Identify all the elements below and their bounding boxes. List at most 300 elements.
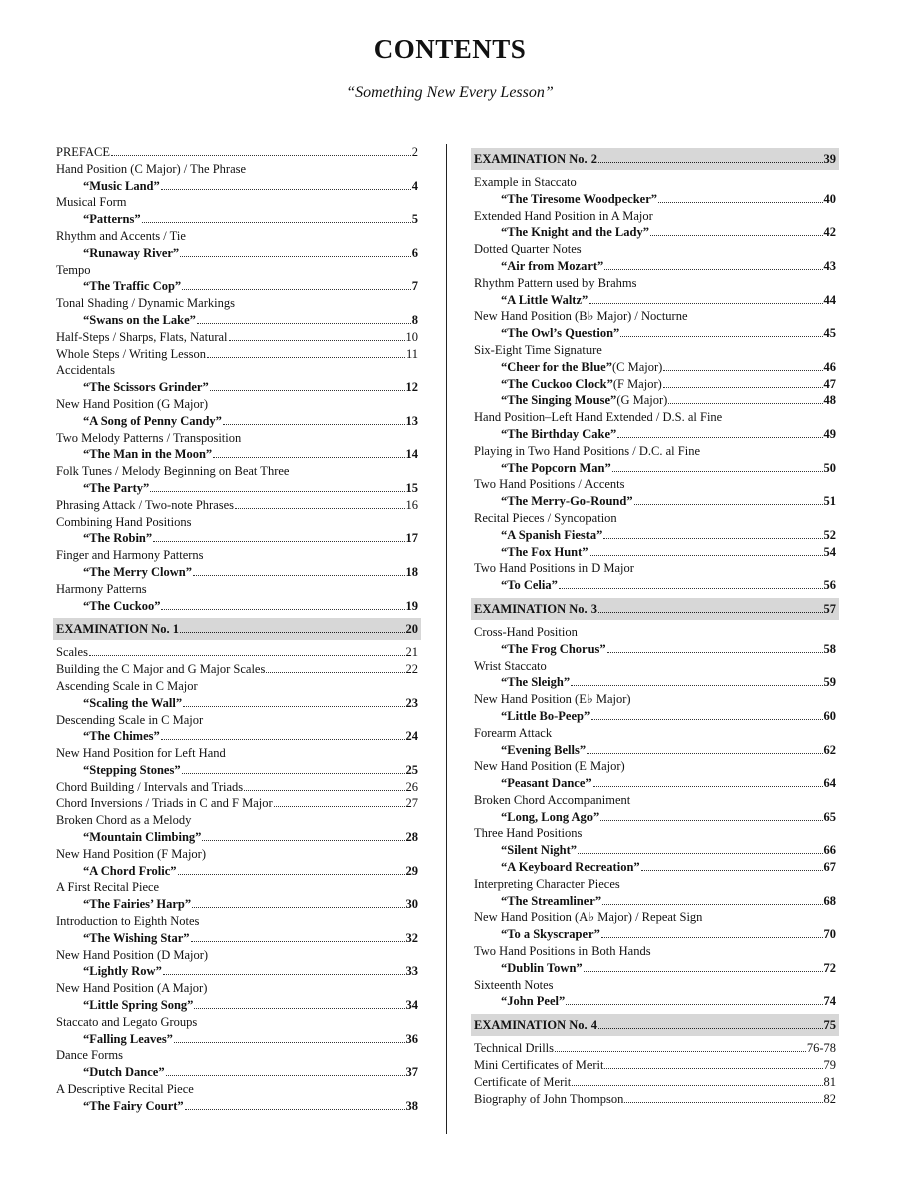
entry-title: Chord Inversions / Triads in C and F Major [56,796,273,811]
examination-heading[interactable] [53,618,421,640]
toc-entry-group [474,876,836,910]
dot-leader [663,370,822,371]
page-number: 64 [823,776,836,791]
piece-title-row[interactable] [56,1098,418,1115]
toc-line[interactable] [56,329,418,346]
lesson-heading: Forearm Attack [474,725,553,740]
page-number: 54 [823,544,836,559]
dot-leader [161,739,405,740]
entry-title: “The Scissors Grinder” [83,380,209,395]
toc-entry-group [56,947,418,981]
toc-entry-group [56,846,418,880]
dot-leader [197,323,411,324]
lesson-heading: Accidentals [56,363,116,378]
toc-line[interactable] [56,661,418,678]
toc-entry-group [474,174,836,208]
lesson-heading: Hand Position–Left Hand Extended / D.S. al Fine [474,410,723,425]
piece-title-row[interactable] [56,1031,418,1048]
dot-leader [178,874,405,875]
lesson-heading: Interpreting Character Pieces [474,876,620,891]
page-number: 40 [823,191,836,206]
toc-line[interactable] [474,1091,836,1108]
piece-title-row[interactable] [56,930,418,947]
toc-entry-group [474,658,836,692]
entry-title: “Little Spring Song” [83,998,194,1013]
piece-title-row[interactable] [474,224,836,241]
entry-title: “Mountain Climbing” [83,830,202,845]
dot-leader [235,508,404,509]
toc-entry-group [56,547,418,581]
piece-title-row[interactable] [474,674,836,691]
lesson-heading: Three Hand Positions [474,826,583,841]
dot-leader [183,706,404,707]
contents-column-left [56,144,418,1115]
toc-entry-group [56,1014,418,1048]
piece-title-row[interactable] [474,926,836,943]
toc-line[interactable] [56,144,418,161]
page-number: 52 [823,527,836,542]
toc-entry-group [474,308,836,342]
toc-line[interactable] [56,346,418,363]
lesson-heading: Broken Chord Accompaniment [474,792,631,807]
dot-leader [274,806,405,807]
piece-title-row[interactable] [474,859,836,876]
dot-leader [163,974,405,975]
piece-title-row[interactable] [56,178,418,195]
page-number: 18 [405,564,418,579]
dot-leader [650,235,823,236]
page-number: 79 [823,1058,836,1073]
dot-leader [223,424,405,425]
piece-title-row[interactable] [56,863,418,880]
page-number: 36 [405,1031,418,1046]
page-number: 68 [823,893,836,908]
page-title: CONTENTS [373,34,527,64]
lesson-heading: Musical Form [56,195,127,210]
dot-leader [571,685,822,686]
lesson-heading: Tempo [56,262,91,277]
page-number: 81 [823,1074,836,1089]
page-number: 65 [823,809,836,824]
lesson-heading: New Hand Position (A Major) [56,981,208,996]
toc-entry [56,329,418,346]
page-number: 70 [823,927,836,942]
lesson-heading: Rhythm Pattern used by Brahms [474,275,637,290]
toc-line[interactable] [474,1074,836,1091]
lesson-heading: Ascending Scale in C Major [56,678,198,693]
piece-title-row[interactable] [474,527,836,544]
page-number: 19 [405,598,418,613]
page-number: 72 [823,960,836,975]
piece-title-row[interactable] [474,392,836,409]
entry-title: “The Owl’s Question” [501,326,620,341]
dot-leader [142,222,411,223]
entry-title: “A Keyboard Recreation” [501,860,640,875]
entry-title: “Music Land” [83,178,160,193]
dot-leader [590,555,823,556]
page-number: 20 [405,622,418,637]
lesson-heading: Rhythm and Accents / Tie [56,228,186,243]
entry-title: “The Merry-Go-Round” [501,494,633,509]
toc-entry-group [56,362,418,396]
examination-heading[interactable] [471,1014,839,1036]
page-number: 37 [405,1065,418,1080]
toc-entry-group [474,443,836,477]
piece-title-row[interactable] [474,960,836,977]
toc-entry [56,497,418,514]
page-number: 47 [823,376,836,391]
dot-leader [601,937,823,938]
toc-entry-group [56,194,418,228]
piece-title-row[interactable] [474,775,836,792]
dot-leader [598,162,822,163]
dot-leader [161,189,411,190]
examination-heading[interactable] [471,598,839,620]
toc-entry-group [56,1047,418,1081]
toc-entry [474,1040,836,1057]
page-number: 17 [405,531,418,546]
toc-entry-group [474,725,836,759]
piece-title-row[interactable] [474,842,836,859]
toc-line[interactable] [474,1040,836,1057]
piece-title-row[interactable] [56,245,418,262]
toc-entry-group [56,812,418,846]
page-number: 56 [823,578,836,593]
page-number: 34 [405,998,418,1013]
piece-title-row[interactable] [56,312,418,329]
page-number: 24 [405,729,418,744]
entry-title: Phrasing Attack / Two-note Phrases [56,497,235,512]
dot-leader [589,303,822,304]
toc-entry-group [474,909,836,943]
page-subtitle: “Something New Every Lesson” [346,84,554,101]
page-number: 82 [823,1091,836,1106]
entry-title: “The Robin” [83,531,153,546]
toc-entry-group [56,430,418,464]
page-number: 8 [411,312,418,327]
toc-entry-group [474,624,836,658]
toc-entry-group [56,712,418,746]
toc-entry-group [56,262,418,296]
dot-leader [668,403,822,404]
toc-line[interactable] [56,779,418,796]
lesson-heading: Recital Pieces / Syncopation [474,510,617,525]
toc-entry-group [56,295,418,329]
dot-leader [191,941,405,942]
entry-title: “A Chord Frolic” [83,863,177,878]
toc-entry-group [56,396,418,430]
toc-line[interactable] [474,1057,836,1074]
toc-entry-group [474,342,836,409]
piece-title-row[interactable] [56,379,418,396]
dot-leader [194,1008,404,1009]
dot-leader [207,357,405,358]
piece-title-row[interactable] [56,413,418,430]
piece-title-row[interactable] [56,695,418,712]
toc-entry-group [56,879,418,913]
page-number: 62 [823,742,836,757]
lesson-heading: New Hand Position for Left Hand [56,746,226,761]
lesson-heading: New Hand Position (F Major) [56,846,206,861]
entry-title: “Dublin Town” [501,960,583,975]
lesson-heading: Six-Eight Time Signature [474,342,602,357]
dot-leader [202,840,404,841]
lesson-heading: Combining Hand Positions [56,514,192,529]
entry-title: Half-Steps / Sharps, Flats, Natural [56,329,228,344]
toc-entry [56,795,418,812]
entry-title: Building the C Major and G Major Scales [56,662,266,677]
dot-leader [229,340,405,341]
page-number: 39 [823,152,836,166]
lesson-heading: Wrist Staccato [474,658,547,673]
entry-title: Biography of John Thompson [474,1091,624,1106]
dot-leader [180,632,404,633]
lesson-heading: Descending Scale in C Major [56,712,204,727]
lesson-heading: A Descriptive Recital Piece [56,1082,194,1097]
dot-leader [584,971,823,972]
page-number: 66 [823,843,836,858]
page-number: 25 [405,762,418,777]
dot-leader [578,853,822,854]
piece-title-row[interactable] [474,577,836,594]
piece-title-row[interactable] [474,893,836,910]
dot-leader [266,672,404,673]
entry-title: Chord Building / Intervals and Triads [56,779,244,794]
toc-entry [474,1091,836,1108]
piece-title-row[interactable] [56,278,418,295]
piece-title-row[interactable] [56,728,418,745]
page-number: 57 [823,601,836,616]
lesson-heading: Tonal Shading / Dynamic Markings [56,296,235,311]
piece-title-row[interactable] [474,258,836,275]
dot-leader [193,575,404,576]
page-number: 14 [405,447,418,462]
entry-title: “Swans on the Lake” [83,312,196,327]
page-number: 16 [405,497,418,512]
toc-line[interactable] [56,644,418,661]
page-number: 21 [405,645,418,660]
page-number: 76-78 [806,1041,836,1056]
toc-entry-group [474,241,836,275]
toc-entry-group [474,943,836,977]
examination-row[interactable] [474,148,836,170]
entry-title: “The Tiresome Woodpecker” [501,191,658,206]
toc-entry [56,661,418,678]
lesson-heading: Dotted Quarter Notes [474,242,582,257]
page-number: 48 [823,393,836,408]
piece-title-row[interactable] [474,708,836,725]
lesson-heading: New Hand Position (D Major) [56,947,209,962]
dot-leader [612,471,823,472]
piece-title-row[interactable] [56,997,418,1014]
toc-entry [56,779,418,796]
entry-title: Certificate of Merit [474,1074,572,1089]
toc-entry-group [474,758,836,792]
page-number: 33 [405,964,418,979]
page-number: 75 [823,1018,836,1033]
entry-title: “Runaway River” [83,245,180,260]
piece-title-row[interactable] [474,641,836,658]
page-number: 15 [405,480,418,495]
piece-title-row[interactable] [56,530,418,547]
entry-title: “The Cuckoo” [83,598,161,613]
lesson-heading: New Hand Position (G Major) [56,396,209,411]
page-number: 42 [823,225,836,240]
page-number: 58 [823,641,836,656]
dot-leader [174,1042,405,1043]
piece-title-row[interactable] [474,460,836,477]
piece-title-row[interactable] [56,829,418,846]
dot-leader [572,1085,822,1086]
dot-leader [182,289,411,290]
dot-leader [244,790,404,791]
toc-entry [56,644,418,661]
piece-title-row[interactable] [56,762,418,779]
entry-title: “To Celia” [501,578,558,593]
piece-title-row[interactable] [474,493,836,510]
entry-title: “The Fox Hunt” [501,544,589,559]
dot-leader [185,1109,405,1110]
lesson-heading: Hand Position (C Major) / The Phrase [56,161,247,176]
piece-title-row[interactable] [474,325,836,342]
entry-title: “A Song of Penny Candy” [83,413,222,428]
entry-title: “Stepping Stones” [83,762,181,777]
page-number: 32 [405,930,418,945]
toc-entry-group [474,510,836,560]
piece-title-row[interactable] [474,359,836,376]
piece-title-row[interactable] [56,480,418,497]
lesson-heading: Two Melody Patterns / Transposition [56,430,242,445]
examination-row[interactable] [56,618,418,640]
toc-entry-group [474,691,836,725]
entry-title: Whole Steps / Writing Lesson [56,346,206,361]
page-number: 67 [823,860,836,875]
page-number: 51 [823,494,836,509]
piece-title-row[interactable] [56,963,418,980]
page-number: 7 [411,279,418,294]
entry-title: “To a Skyscraper” [501,927,600,942]
lesson-heading: Example in Staccato [474,175,577,189]
entry-title: “The Chimes” [83,729,160,744]
piece-title-row[interactable] [474,742,836,759]
entry-title: “Peasant Dance” [501,776,592,791]
lesson-heading: New Hand Position (A♭ Major) / Repeat Sign [474,910,703,925]
lesson-heading: New Hand Position (E Major) [474,759,625,774]
entry-key-note: (G Major) [616,393,668,408]
dot-leader [213,457,404,458]
piece-title-row[interactable] [56,211,418,228]
toc-entry [56,144,418,161]
dot-leader [617,437,822,438]
entry-title: “The Wishing Star” [83,930,190,945]
toc-entry-group [474,409,836,443]
entry-title: “The Cuckoo Clock” [501,376,613,391]
piece-title-row[interactable] [56,598,418,615]
page-number: 30 [405,897,418,912]
entry-title: “The Streamliner” [501,893,602,908]
entry-title: “The Fairy Court” [83,1098,184,1113]
entry-title: “The Knight and the Lady” [501,225,649,240]
toc-entry-group [56,463,418,497]
dot-leader [153,541,404,542]
toc-entry-group [474,208,836,242]
dot-leader [180,256,411,257]
contents-column-right [474,144,836,1107]
toc-entry-group [474,977,836,1011]
piece-title-row[interactable] [474,376,836,393]
page-number: 45 [823,326,836,341]
lesson-heading: Folk Tunes / Melody Beginning on Beat Three [56,464,290,479]
piece-title-row[interactable] [474,292,836,309]
page-number: 23 [405,695,418,710]
piece-title-row[interactable] [474,809,836,826]
page-number: 60 [823,708,836,723]
piece-title-row[interactable] [56,896,418,913]
lesson-heading: Two Hand Positions / Accents [474,477,625,492]
toc-entry-group [474,476,836,510]
entry-title: “Lightly Row” [83,964,162,979]
piece-title-row[interactable] [56,1064,418,1081]
dot-leader [591,719,822,720]
examination-row[interactable] [474,1014,836,1036]
toc-entry-group [56,1081,418,1115]
piece-title-row[interactable] [474,191,836,208]
entry-title: EXAMINATION No. 4 [474,1018,598,1033]
dot-leader [161,609,404,610]
toc-entry-group [474,792,836,826]
toc-line[interactable] [56,795,418,812]
entry-title: Mini Certificates of Merit [474,1058,604,1073]
dot-leader [604,1068,822,1069]
page-number: 74 [823,994,836,1009]
entry-title: “Air from Mozart” [501,258,604,273]
examination-row[interactable] [474,598,836,620]
dot-leader [587,753,822,754]
entry-title: EXAMINATION No. 3 [474,601,598,616]
dot-leader [598,1028,822,1029]
entry-title: “Long, Long Ago” [501,809,600,824]
piece-title-row[interactable] [56,564,418,581]
page-number: 44 [823,292,836,307]
dot-leader [620,336,822,337]
toc-entry-group [474,825,836,875]
lesson-heading: Introduction to Eighth Notes [56,914,200,929]
dot-leader [663,387,823,388]
entry-key-note: (F Major) [612,376,662,391]
entry-title: “The Man in the Moon” [83,447,213,462]
entry-title: “The Fairies’ Harp” [83,897,192,912]
dot-leader [634,504,823,505]
examination-heading[interactable] [471,148,839,170]
dot-leader [566,1004,822,1005]
dot-leader [598,612,822,613]
piece-title-row[interactable] [474,426,836,443]
toc-line[interactable] [56,497,418,514]
entry-title: EXAMINATION No. 2 [474,152,598,166]
dot-leader [182,773,405,774]
toc-entry [474,1057,836,1074]
page-number: 46 [823,359,836,374]
toc-entry-group [474,560,836,594]
page-number: 27 [405,796,418,811]
piece-title-row[interactable] [474,544,836,561]
piece-title-row[interactable] [56,446,418,463]
page-number: 59 [823,675,836,690]
piece-title-row[interactable] [474,993,836,1010]
entry-title: “Evening Bells” [501,742,587,757]
lesson-heading: Dance Forms [56,1048,123,1063]
lesson-heading: Two Hand Positions in D Major [474,561,634,576]
